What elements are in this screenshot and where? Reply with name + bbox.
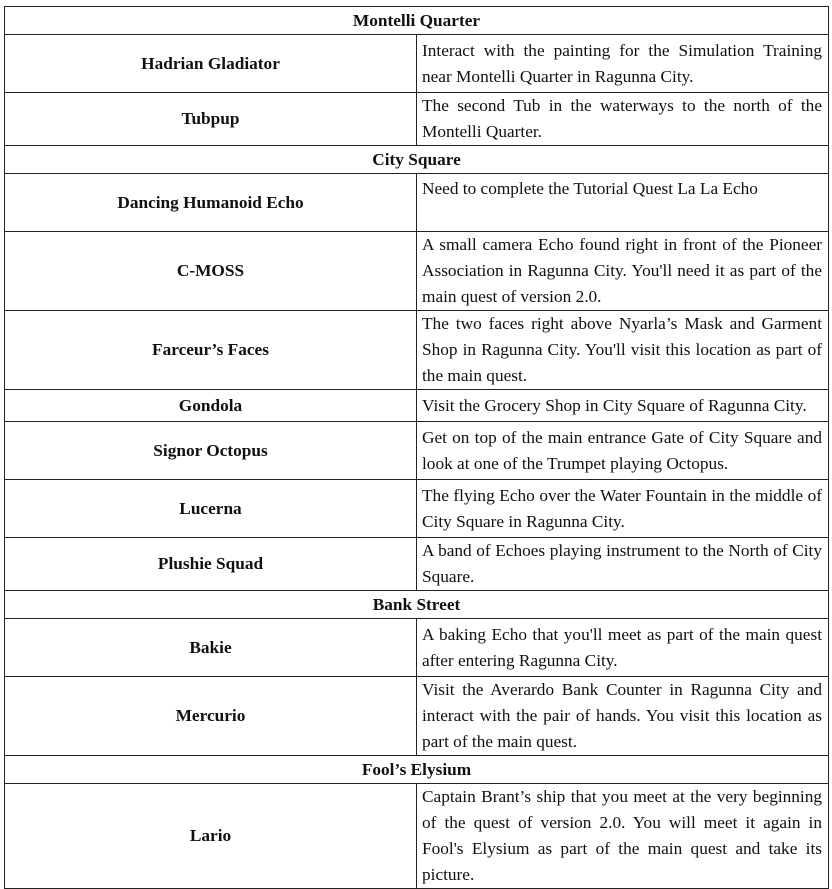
table-row — [5, 311, 829, 390]
section-title: City Square — [5, 146, 829, 174]
section-header-row — [5, 756, 829, 784]
echo-name: Dancing Humanoid Echo — [5, 174, 417, 232]
echo-description: Captain Brant’s ship that you meet at the very beginning of the quest of version 2.0. You will meet it again in Fool's Elysium as part of the main quest and take its picture. — [417, 784, 829, 889]
table-row — [5, 35, 829, 93]
table-row — [5, 619, 829, 677]
echo-locations-table — [4, 6, 829, 889]
section-header-row — [5, 146, 829, 174]
section-header-row — [5, 591, 829, 619]
echo-name: Bakie — [5, 619, 417, 677]
echo-name: Lario — [5, 784, 417, 889]
echo-description: Visit the Averardo Bank Counter in Ragunna City and interact with the pair of hands. You visit this location as part of the main quest. — [417, 677, 829, 756]
echo-description: The two faces right above Nyarla’s Mask and Garment Shop in Ragunna City. You'll visit this location as part of the main quest. — [417, 311, 829, 390]
table-row — [5, 174, 829, 232]
echo-name: Hadrian Gladiator — [5, 35, 417, 93]
echo-name: Gondola — [5, 390, 417, 422]
echo-name: C-MOSS — [5, 232, 417, 311]
echo-name: Lucerna — [5, 480, 417, 538]
section-title: Montelli Quarter — [5, 7, 829, 35]
table-row — [5, 784, 829, 889]
echo-name: Mercurio — [5, 677, 417, 756]
echo-description: The flying Echo over the Water Fountain in the middle of City Square in Ragunna City. — [417, 480, 829, 538]
echo-description: The second Tub in the waterways to the north of the Montelli Quarter. — [417, 93, 829, 146]
table-row — [5, 538, 829, 591]
section-title: Fool’s Elysium — [5, 756, 829, 784]
echo-name: Signor Octopus — [5, 422, 417, 480]
echo-description: Need to complete the Tutorial Quest La La Echo — [417, 174, 829, 232]
echo-name: Farceur’s Faces — [5, 311, 417, 390]
echo-description: A baking Echo that you'll meet as part of the main quest after entering Ragunna City. — [417, 619, 829, 677]
echo-description: Interact with the painting for the Simulation Training near Montelli Quarter in Ragunna City. — [417, 35, 829, 93]
table-row — [5, 93, 829, 146]
section-header-row — [5, 7, 829, 35]
echo-description: Visit the Grocery Shop in City Square of Ragunna City. — [417, 390, 829, 422]
section-title: Bank Street — [5, 591, 829, 619]
table-row — [5, 422, 829, 480]
echo-description: A small camera Echo found right in front of the Pioneer Association in Ragunna City. You'll need it as part of the main quest of version 2.0. — [417, 232, 829, 311]
echo-name: Plushie Squad — [5, 538, 417, 591]
echo-name: Tubpup — [5, 93, 417, 146]
table-row — [5, 677, 829, 756]
table-row — [5, 390, 829, 422]
echo-description: Get on top of the main entrance Gate of City Square and look at one of the Trumpet playing Octopus. — [417, 422, 829, 480]
echo-description: A band of Echoes playing instrument to the North of City Square. — [417, 538, 829, 591]
table-row — [5, 232, 829, 311]
table-row — [5, 480, 829, 538]
